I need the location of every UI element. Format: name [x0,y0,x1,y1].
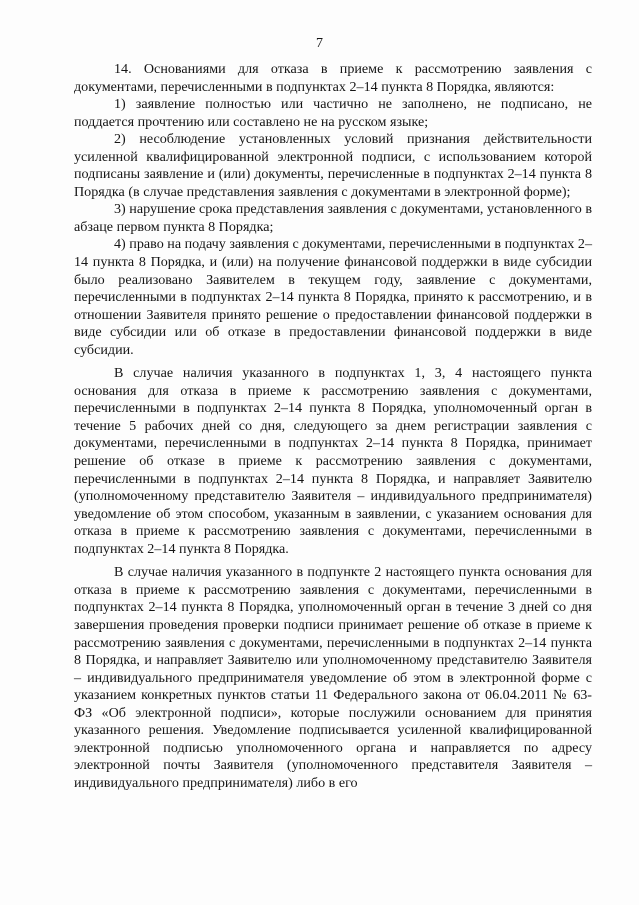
paragraph-item-3: 3) нарушение срока представления заявления с документами, установленного в абзаце первом пункта 8 Порядка; [74,201,592,235]
paragraph-item-1: 1) заявление полностью или частично не заполнено, не подписано, не поддается прочтению или составлено не на русском языке; [74,96,592,130]
paragraph-refusal-item-2: В случае наличия указанного в подпункте 2 настоящего пункта основания для отказа в приеме к рассмотрению заявления с документами, перечисленными в подпунктах 2–14 пункта 8 Порядка, уполномоченный орган в течение 3 дней со дня завершения проведения проверки подписи принимает решение об отказе в приеме к рассмотрению заявления с документами, перечисленными в подпунктах 2–14 пункта 8 Порядка, и направляет Заявителю или уполномоченному представителю Заявителя – индивидуального предпринимателя уведомление об этом в электронной форме с указанием конкретных пунктов статьи 11 Федерального закона от 06.04.2011 № 63-ФЗ «Об электронной подписи», которые послужили основанием для принятия указанного решения. Уведомление подписывается усиленной квалифицированной электронной подписью уполномоченного органа и направляется по адресу электронной почты Заявителя (уполномоченного представителя Заявителя – индивидуального предпринимателя) либо в его [74,564,592,791]
paragraph-item-4: 4) право на подачу заявления с документами, перечисленными в подпунктах 2–14 пункта 8 Порядка, и (или) на получение финансовой поддержки в виде субсидии было реализовано Заявителем в текущем году, заявление с документами, перечисленными в подпунктах 2–14 пункта 8 Порядка, принято к рассмотрению, и в отношении Заявителя принято решение о предоставлении финансовой поддержки в виде субсидии или об отказе в предоставлении финансовой поддержки в виде субсидии. [74,236,592,358]
paragraph-item-2: 2) несоблюдение установленных условий признания действительности усиленной квалифицированной электронной подписи, с использованием которой подписаны заявление и (или) документы, перечисленные в подпунктах 2–14 пункта 8 Порядка (в случае представления заявления с документами в электронной форме); [74,131,592,200]
paragraph-refusal-items-1-3-4: В случае наличия указанного в подпунктах 1, 3, 4 настоящего пункта основания для отказа в приеме к рассмотрению заявления с документами, перечисленными в подпунктах 2–14 пункта 8 Порядка, уполномоченный орган в течение 5 рабочих дней со дня, следующего за днем регистрации заявления с документами, перечисленными в подпунктах 2–14 пункта 8 Порядка, принимает решение об отказе в приеме к рассмотрению заявления с документами, перечисленными в подпунктах 2–14 пункта 8 Порядка, и направляет Заявителю (уполномоченному представителю Заявителя – индивидуального предпринимателя) уведомление об этом способом, указанным в заявлении, с указанием основания для отказа в приеме к рассмотрению заявления с документами, перечисленными в подпунктах 2–14 пункта 8 Порядка. [74,365,592,557]
paragraph-14-intro: 14. Основаниями для отказа в приеме к рассмотрению заявления с документами, перечисленными в подпунктах 2–14 пункта 8 Порядка, являются: [74,61,592,95]
document-body [74,61,592,792]
page-number: 7 [316,36,323,51]
